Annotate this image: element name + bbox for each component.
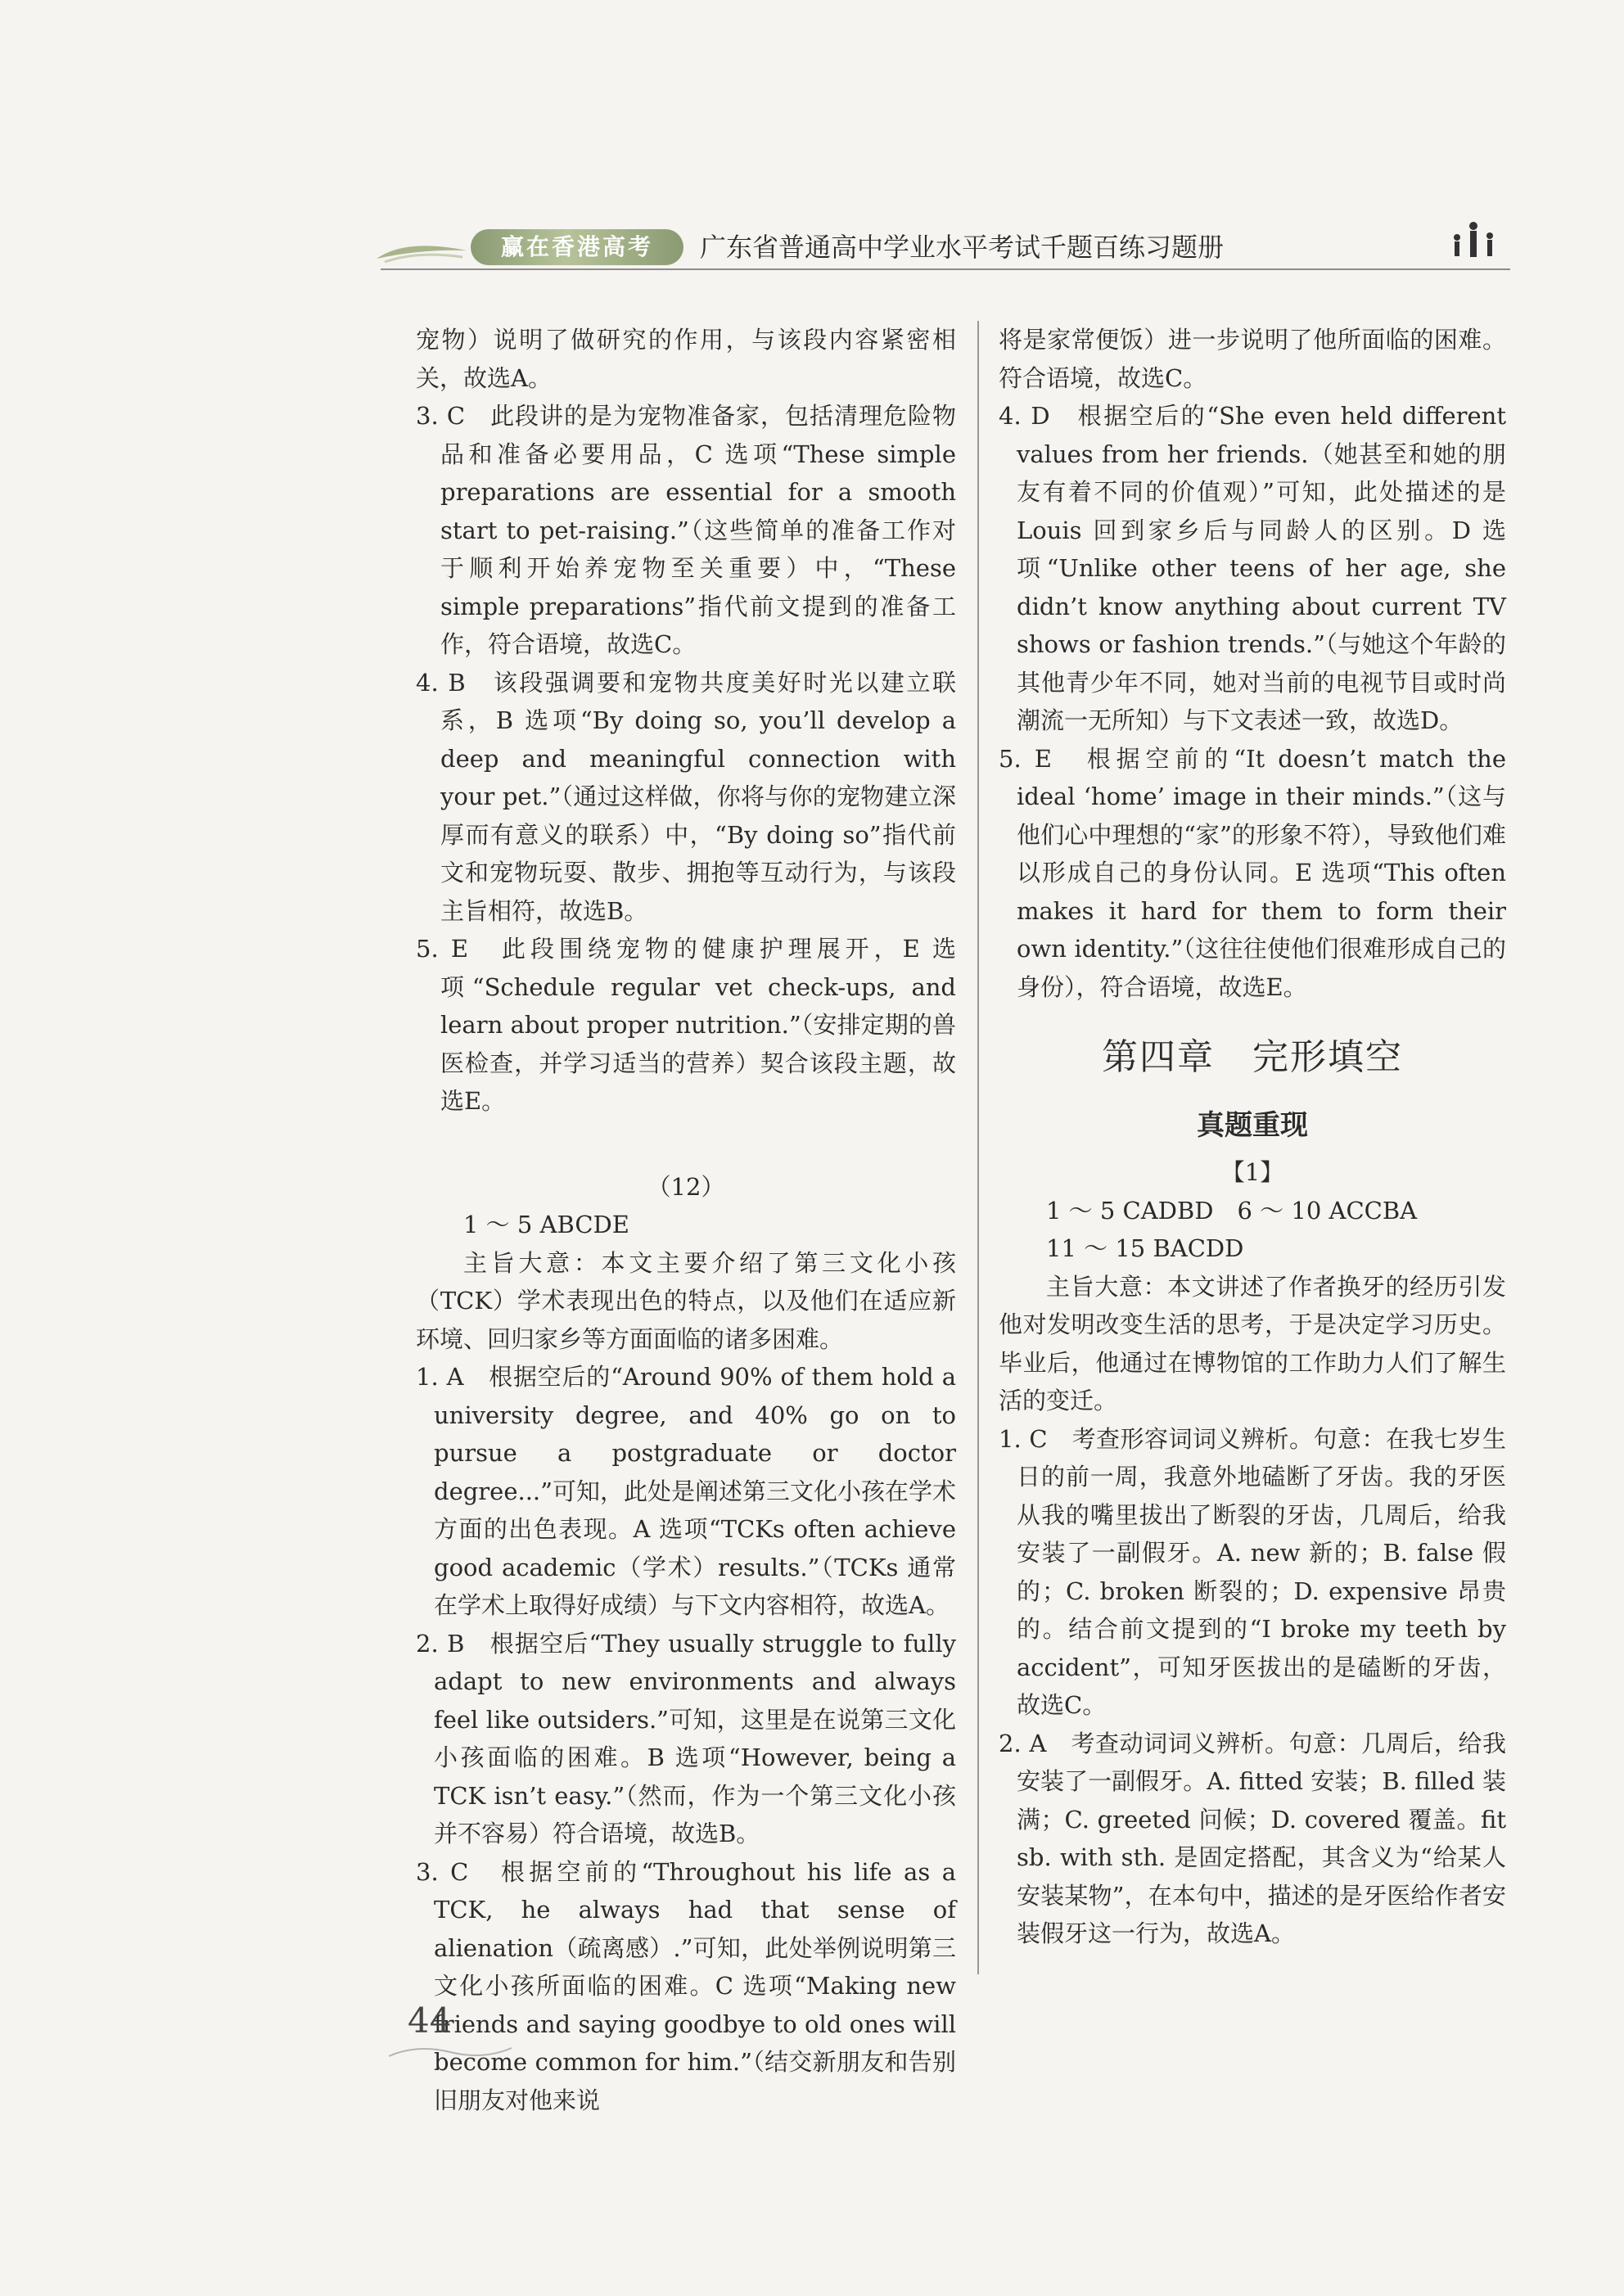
answer-explanation: 1. C 考查形容词词义辨析。句意：在我七岁生日的前一周，我意外地磕断了牙齿。我的牙医从我的嘴里拔出了断裂的牙齿，几周后，给我安装了一副假牙。A. new 新的；B. false 假的；C. broken 断裂的；D. expensive 昂贵的。结合前文提到的“I broke my teeth by accident”，可知牙医拔出的是磕断的牙齿，故选C。 [999, 1424, 1506, 1719]
answer-explanation: 3. C 此段讲的是为宠物准备家，包括清理危险物品和准备必要用品，C 选项“These simple preparations are essential for a smooth start to pet-raising.”（这些简单的准备工作对于顺利开始养宠物至关重要）中，“These simple preparations”指代前文提到的准备工作，符合语境，故选C。 [416, 402, 956, 658]
section-title: 真题重现 [1197, 1109, 1308, 1142]
answer-key: 1 ～ 5 ABCDE [463, 1211, 629, 1238]
question-set-label: （12） [647, 1172, 725, 1201]
page-number: 44 [408, 2001, 452, 2041]
answer-explanation: 3. C 根据空前的“Throughout his life as a TCK, he always had that sense of alienation（疏离感）.”可知，此处举例说明第三文化小孩所面临的困难。C 选项“Making new friends and saying goodbye to old ones will become common for him.”（结交新朋友和告别旧朋友对他来说 [416, 1857, 956, 2114]
family-silhouette-icon [1445, 219, 1502, 268]
summary-paragraph: 主旨大意：本文主要介绍了第三文化小孩（TCK）学术表现出色的特点，以及他们在适应新环境、回归家乡等方面面临的诸多困难。 [416, 1248, 956, 1353]
answer-explanation: 4. B 该段强调要和宠物共度美好时光以建立联系，B 选项“By doing so, you’ll develop a deep and meaningful connection with your pet.”（通过这样做，你将与你的宠物建立深厚而有意义的联系）中，“By doing so”指代前文和宠物玩耍、散步、拥抱等互动行为，与该段主旨相符，故选B。 [416, 668, 956, 925]
chapter-title: 第四章 完形填空 [1102, 1036, 1403, 1078]
answer-key: 11 ～ 15 BACDD [1046, 1234, 1244, 1262]
answer-explanation: 2. B 根据空后“They usually struggle to fully adapt to new environments and always feel like outsiders.”可知，这里是在说第三文化小孩面临的困难。B 选项“However, being a TCK isn’t easy.”（然而，作为一个第三文化小孩并不容易）符合语境，故选B。 [416, 1629, 956, 1847]
header-title: 广东省普通高中学业水平考试千题百练习题册 [700, 232, 1225, 263]
answer-explanation: 4. D 根据空后的“She even held different values from her friends.（她甚至和她的朋友有着不同的价值观）”可知，此处描述的是 Louis 回到家乡后与同龄人的区别。D 选项“Unlike other teens of her age, she didn’t know anything about current TV shows or fashion trends.”（与她这个年龄的其他青少年不同，她对当前的电视节目或时尚潮流一无所知）与下文表述一致，故选D。 [999, 402, 1506, 734]
answer-explanation: 1. A 根据空后的“Around 90% of them hold a university degree, and 40% go on to pursue a postgraduate or doctor degree...”可知，此处是阐述第三文化小孩在学术方面的出色表现。A 选项“TCKs often achieve good academic（学术）results.”（TCKs 通常在学术上取得好成绩）与下文内容相符，故选A。 [416, 1363, 956, 1619]
answer-explanation: 5. E 此段围绕宠物的健康护理展开，E 选项“Schedule regular vet check-ups, and learn about proper nutrition.”（安排定期的兽医检查，并学习适当的营养）契合该段主题，故选E。 [416, 935, 956, 1115]
column-divider [977, 321, 979, 1974]
footer-ornament-icon [385, 2040, 516, 2064]
right-column [999, 321, 1506, 1953]
page-header [372, 219, 1518, 277]
header-banner: 赢在香港高考 [471, 229, 683, 265]
continued-text: 将是家常便饭）进一步说明了他所面临的困难。符合语境，故选C。 [999, 326, 1506, 392]
answer-key: 1 ～ 5 CADBD 6 ～ 10 ACCBA [1046, 1196, 1418, 1225]
question-set-label: 【1】 [1220, 1158, 1284, 1186]
leaf-swoosh-icon [372, 234, 471, 267]
answer-explanation: 5. E 根据空前的“It doesn’t match the ideal ‘home’ image in their minds.”（这与他们心中理想的“家”的形象不符），导致他们难以形成自己的身份认同。E 选项“This often makes it hard for them to form their own identity.”（这往往使他们很难形成自己的身份），符合语境，故选E。 [999, 744, 1506, 1001]
summary-paragraph: 主旨大意：本文讲述了作者换牙的经历引发他对发明改变生活的思考，于是决定学习历史。毕业后，他通过在博物馆的工作助力人们了解生活的变迁。 [999, 1272, 1506, 1414]
answer-explanation: 2. A 考查动词词义辨析。句意：几周后，给我安装了一副假牙。A. fitted 安装；B. filled 装满；C. greeted 问候；D. covered 覆盖。fit sb. with sth. 是固定搭配，其含义为“给某人安装某物”，在本句中，描述的是牙医给作者安装假牙这一行为，故选A。 [999, 1729, 1506, 1947]
continued-text: 宠物）说明了做研究的作用，与该段内容紧密相关，故选A。 [416, 326, 956, 392]
spacer [416, 1121, 956, 1168]
header-rule [381, 268, 1510, 270]
left-column [416, 321, 956, 2119]
